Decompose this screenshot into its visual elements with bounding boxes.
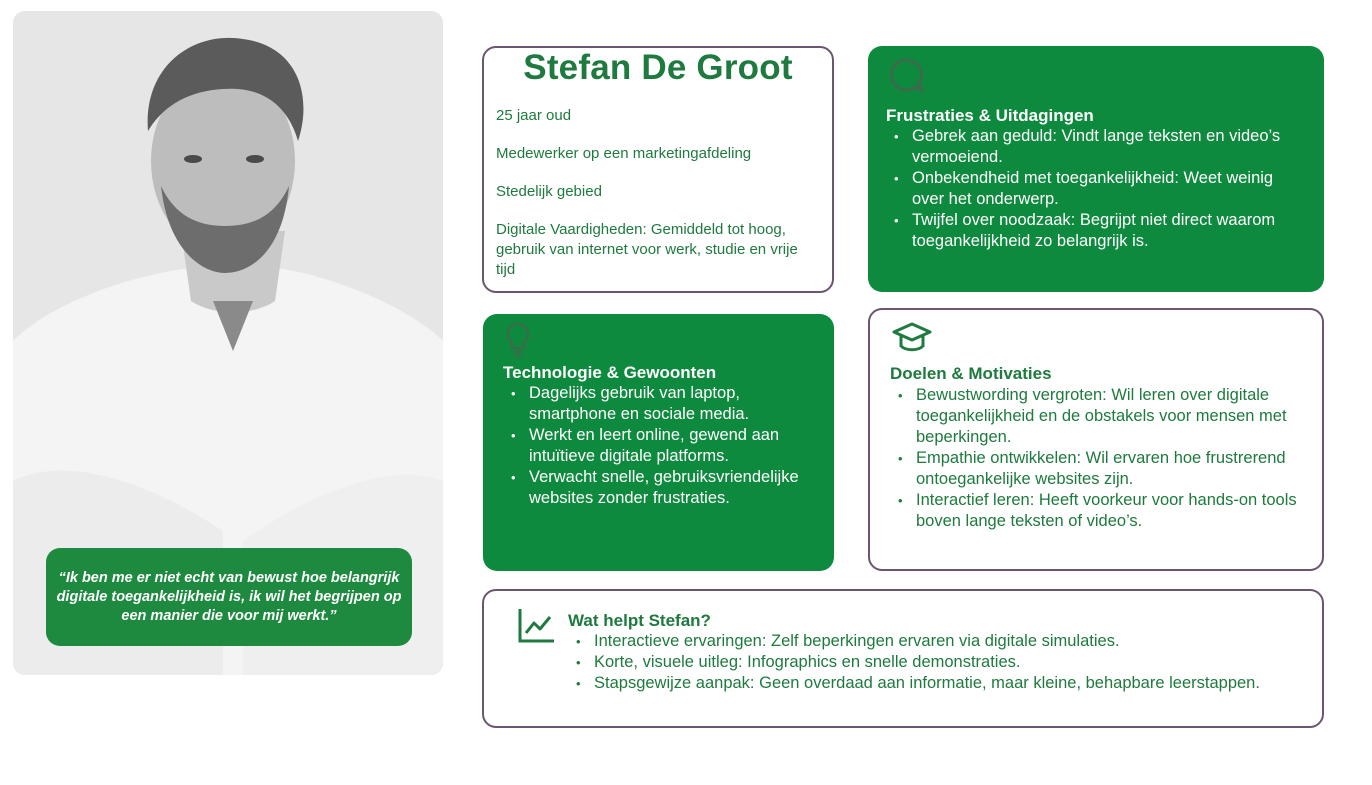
help-list: [568, 631, 1288, 694]
persona-quote: “Ik ben me er niet echt van bewust hoe belangrijk digitale toegankelijkheid is, ik wil het begrijpen op een manier die voor mij werkt.”: [46, 548, 412, 646]
chat-bubble-icon: [886, 56, 926, 96]
technology-card: [483, 314, 834, 571]
profile-card: [482, 46, 834, 293]
persona-age: 25 jaar oud: [496, 107, 572, 124]
goals-card: [868, 308, 1324, 571]
frustrations-card: [868, 46, 1324, 292]
list-item: • Twijfel over noodzaak: Begrijpt niet direct waarom toegankelijkheid zo belangrijk is.: [886, 210, 1306, 252]
list-item: • Verwacht snelle, gebruiksvriendelijke websites zonder frustraties.: [503, 467, 819, 509]
list-item: • Werkt en leert online, gewend aan intuïtieve digitale platforms.: [503, 425, 819, 467]
help-card: [482, 589, 1324, 728]
frustrations-list: [886, 126, 1306, 252]
list-item: • Interactief leren: Heeft voorkeur voor hands-on tools boven lange teksten of video’s.: [890, 490, 1300, 532]
list-item: • Interactieve ervaringen: Zelf beperkingen ervaren via digitale simulaties.: [568, 631, 1288, 652]
list-item: • Dagelijks gebruik van laptop, smartphone en sociale media.: [503, 383, 819, 425]
technology-title: Technologie & Gewoonten: [503, 363, 717, 382]
persona-name: Stefan De Groot: [523, 48, 793, 87]
technology-list: [503, 383, 819, 509]
list-item: • Empathie ontwikkelen: Wil ervaren hoe frustrerend ontoegankelijke websites zijn.: [890, 448, 1300, 490]
list-item: • Stapsgewijze aanpak: Geen overdaad aan informatie, maar kleine, behapbare leerstappen.: [568, 673, 1288, 694]
goals-list: [890, 385, 1300, 532]
list-item: • Onbekendheid met toegankelijkheid: Weet weinig over het onderwerp.: [886, 168, 1306, 210]
list-item: • Bewustwording vergroten: Wil leren over digitale toegankelijkheid en de obstakels voor mensen met beperkingen.: [890, 385, 1300, 448]
lightbulb-icon: [503, 320, 533, 360]
list-item: • Korte, visuele uitleg: Infographics en snelle demonstraties.: [568, 652, 1288, 673]
frustrations-title: Frustraties & Uitdagingen: [886, 106, 1094, 125]
list-item: • Gebrek aan geduld: Vindt lange teksten en video’s vermoeiend.: [886, 126, 1306, 168]
persona-digital-skills: Digitale Vaardigheden: Gemiddeld tot hoog, gebruik van internet voor werk, studie en vrije tijd: [496, 221, 798, 278]
persona-location: Stedelijk gebied: [496, 183, 602, 200]
graduation-cap-icon: [892, 320, 932, 356]
goals-title: Doelen & Motivaties: [890, 364, 1052, 383]
help-title: Wat helpt Stefan?: [568, 611, 711, 630]
line-chart-icon: [516, 605, 556, 645]
persona-job: Medewerker op een marketingafdeling: [496, 145, 752, 162]
